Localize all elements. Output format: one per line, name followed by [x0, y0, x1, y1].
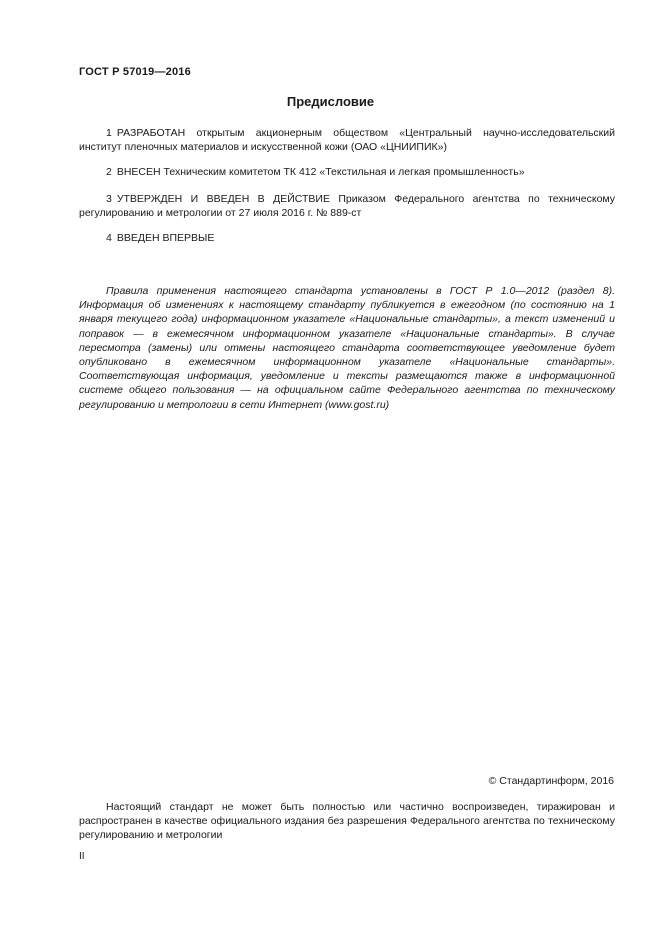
page-title: Предисловие	[286, 94, 375, 109]
preface-item-4	[79, 231, 615, 245]
preface-item-3	[79, 192, 615, 220]
preface-item-text: ВНЕСЕН Техническим комитетом ТК 412 «Текстильная и легкая промышленность»	[116, 166, 525, 178]
rights-notice: Настоящий стандарт не может быть полностью или частично воспроизведен, тиражирован и распространен в качестве официального издания без разрешения Федерального агентства по техническому регулированию и метрологии	[79, 801, 615, 841]
preface-item-number: 1	[106, 127, 112, 139]
preface-item-text: РАЗРАБОТАН открытым акционерным обществом «Центральный научно-исследовательский институт пленочных материалов и искусственной кожи (ОАО «ЦНИИПИК»)	[79, 127, 615, 153]
preface-item-text: ВВЕДЕН ВПЕРВЫЕ	[116, 232, 215, 244]
preface-item-number: 4	[106, 232, 112, 244]
preface-item-number: 3	[106, 193, 112, 205]
preface-item-text: УТВЕРЖДЕН И ВВЕДЕН В ДЕЙСТВИЕ Приказом Федерального агентства по техническому регулированию и метрологии от 27 июля 2016 г. № 889-ст	[79, 193, 615, 219]
preface-item-1	[79, 126, 615, 154]
preface-item-2	[79, 165, 615, 179]
page-number: II	[79, 851, 85, 862]
copyright: © Стандартинформ, 2016	[488, 775, 614, 787]
standard-code: ГОСТ Р 57019—2016	[79, 66, 191, 78]
preface-item-number: 2	[106, 166, 112, 178]
usage-notice: Правила применения настоящего стандарта установлены в ГОСТ Р 1.0—2012 (раздел 8). Информация об изменениях к настоящему стандарту публикуется в ежегодном (по состоянию на 1 января текущего года) информационном указателе «Национальные стандарты», а текст изменений и поправок — в ежемесячном информационном указателе «Национальные стандарты». В случае пересмотра (замены) или отмены настоящего стандарта соответствующее уведомление будет опубликовано в ежемесячном информационном указателе «Национальные стандарты». Соответствующая информация, уведомление и тексты размещаются также в информационной системе общего пользования — на официальном сайте Федерального агентства по техническому регулированию и метрологии в сети Интернет (www.gost.ru)	[79, 285, 615, 411]
